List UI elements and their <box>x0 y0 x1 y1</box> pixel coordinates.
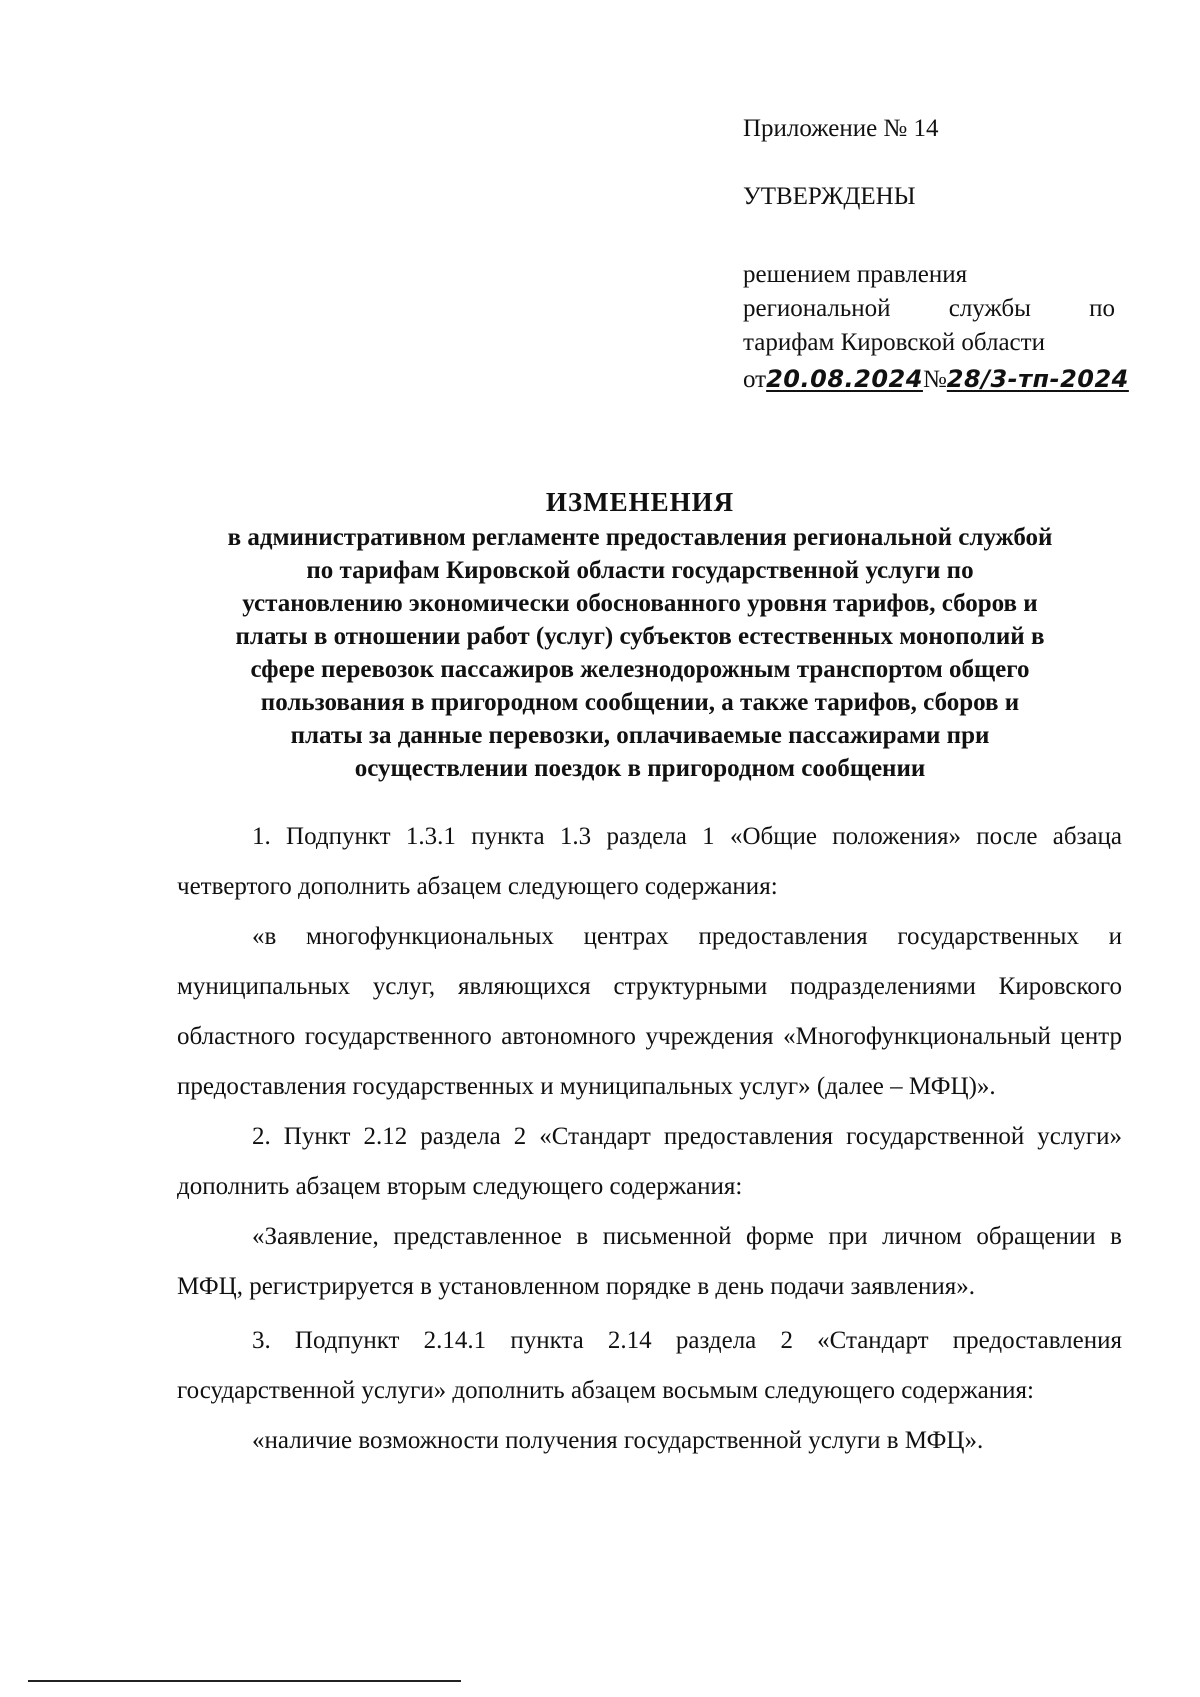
paragraph-2-quote: «Заявление, представленное в письменной форме при личном обращении в МФЦ, регистрируется в установленном порядке в день подачи заявления». <box>177 1223 1122 1300</box>
paragraph-1: 1. Подпункт 1.3.1 пункта 1.3 раздела 1 «Общие положения» после абзаца четвертого дополнить абзацем следующего содержания: <box>177 823 1122 900</box>
title-main: ИЗМЕНЕНИЯ <box>545 487 735 517</box>
number-prefix: № <box>922 366 947 393</box>
decision-line-1: решением правления <box>743 261 968 288</box>
document-body <box>177 812 1122 1466</box>
paragraph-1-quote: «в многофункциональных центрах предоставления государственных и муниципальных услуг, являющихся структурными подразделениями Кировского областного государственного автономного учреждения «Многофункциональный центр предоставления государственных и муниципальных услуг» (далее – МФЦ)». <box>177 923 1122 1100</box>
paragraph-3-quote: «наличие возможности получения государственной услуги в МФЦ». <box>252 1427 984 1454</box>
appendix-number: Приложение № 14 <box>743 115 939 142</box>
decision-line-3: тарифам Кировской области <box>743 329 1045 356</box>
title-line-1: в административном регламенте предоставления региональной службой <box>227 524 1053 551</box>
title-line-6: пользования в пригородном сообщении, а также тарифов, сборов и <box>260 689 1020 716</box>
document-title <box>160 486 1120 785</box>
decision-line-2 <box>743 292 1115 326</box>
title-line-4: платы в отношении работ (услуг) субъектов естественных монополий в <box>235 623 1045 650</box>
decision-word-1: региональной <box>743 295 891 322</box>
paragraph-2: 2. Пункт 2.12 раздела 2 «Стандарт предоставления государственной услуги» дополнить абзацем вторым следующего содержания: <box>177 1123 1122 1200</box>
title-line-3: установлению экономически обоснованного уровня тарифов, сборов и <box>242 590 1038 617</box>
handwritten-number: 28/3-тп-2024 <box>946 365 1129 393</box>
date-prefix: от <box>743 366 767 393</box>
footer-rule <box>28 1680 461 1682</box>
approved-label: УТВЕРЖДЕНЫ <box>743 183 916 210</box>
title-line-8: осуществлении поездок в пригородном сообщении <box>354 755 926 782</box>
handwritten-date: 20.08.2024 <box>766 365 923 393</box>
paragraph-3: 3. Подпункт 2.14.1 пункта 2.14 раздела 2 «Стандарт предоставления государственной услуги» дополнить абзацем восьмым следующего содержания: <box>177 1327 1122 1404</box>
approval-block <box>743 112 1129 397</box>
title-line-7: платы за данные перевозки, оплачиваемые пассажирами при <box>290 722 990 749</box>
title-line-2: по тарифам Кировской области государственной услуги по <box>306 557 974 584</box>
decision-word-3: по <box>1089 295 1115 322</box>
title-line-5: сфере перевозок пассажиров железнодорожным транспортом общего <box>250 656 1030 683</box>
decision-date-number <box>743 362 1129 397</box>
decision-word-2: службы <box>948 295 1031 322</box>
